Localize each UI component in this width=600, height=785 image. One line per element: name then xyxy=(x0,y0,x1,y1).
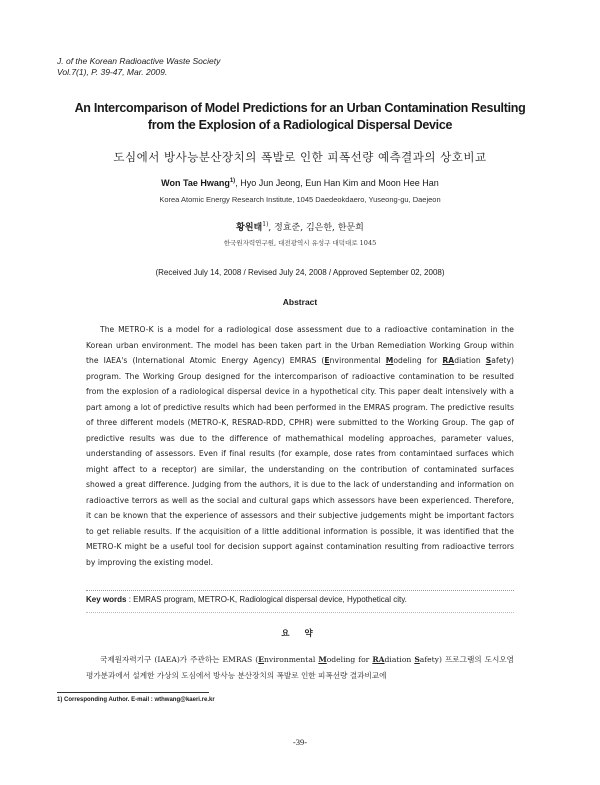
footnote-rule xyxy=(57,692,209,693)
korean-acronym-e: E xyxy=(258,655,265,664)
korean-co-authors: , 정효준, 김은한, 한문희 xyxy=(268,223,364,233)
keywords-text: EMRAS program, METRO-K, Radiological dispersal device, Hypothetical city. xyxy=(133,595,407,604)
abstract-text-odeling: odeling for xyxy=(393,356,443,365)
korean-corresponding-author: 황원태 xyxy=(236,223,263,233)
footnote-corresponding-author: 1) Corresponding Author. E-mail : wthwang@kaeri.re.kr xyxy=(57,697,215,703)
abstract-acronym-e: E xyxy=(324,356,330,365)
abstract-acronym-ra: RA xyxy=(442,356,455,365)
affiliation: Korea Atomic Energy Research Institute, 1045 Daedeokdaero, Yuseong-gu, Daejeon xyxy=(159,195,441,204)
korean-abstract-body xyxy=(86,652,514,684)
korean-acronym-ra: RA xyxy=(372,655,385,664)
journal-volume: Vol.7(1), P. 39-47, Mar. 2009. xyxy=(57,67,168,77)
keywords-top-rule xyxy=(86,590,514,591)
abstract-text-nvironmental: nvironmental xyxy=(329,356,386,365)
korean-abstract-part2: afety) 프로그램의 도시오염 평가분과에서 설계한 가상의 도심에서 방사능 분산장치의 폭발로 인한 피폭선량 결과비교에 xyxy=(86,655,514,680)
keywords-label: Key words xyxy=(86,595,127,604)
korean-affiliation: 한국원자력연구원, 대전광역시 유성구 대덕대로 1045 xyxy=(223,239,377,247)
received-dates: (Received July 14, 2008 / Revised July 24, 2008 / Approved September 02, 2008) xyxy=(155,268,445,277)
korean-text-odeling: odeling for xyxy=(326,655,373,664)
korean-abstract-part1: 국제원자력기구 (IAEA)가 주관하는 EMRAS ( xyxy=(100,655,259,664)
author-superscript: 1) xyxy=(229,178,236,184)
korean-acronym-m: M xyxy=(318,655,327,664)
korean-acronym-s: S xyxy=(414,655,420,664)
co-authors: , Hyo Jun Jeong, Eun Han Kim and Moon Hee Han xyxy=(235,178,439,188)
corresponding-author: Won Tae Hwang xyxy=(161,178,230,188)
korean-title: 도심에서 방사능분산장치의 폭발로 인한 피폭선량 예측결과의 상호비교 xyxy=(113,150,487,164)
journal-name: J. of the Korean Radioactive Waste Society xyxy=(57,56,221,66)
abstract-acronym-s: S xyxy=(485,356,492,365)
journal-citation xyxy=(57,56,220,78)
korean-author-superscript: 1) xyxy=(262,221,269,228)
abstract-acronym-m: M xyxy=(385,356,394,365)
abstract-heading: Abstract xyxy=(282,297,318,307)
korean-text-diation: diation xyxy=(384,655,415,664)
paper-title-line1: An Intercomparison of Model Predictions for an Urban Contamination Resulting xyxy=(74,101,526,115)
keywords-separator: : xyxy=(126,595,134,604)
keywords-bottom-rule xyxy=(86,612,514,613)
abstract-text-part2: afety) program. The Working Group designed for the intercomparison of radioactive contamination to be resulted from the explosion of a radiological dispersal device in a hypothetical city. This paper dealt intensively with a part among a lot of predictive results which had been performed in the EMRAS program. The predictive results of three different models (METRO-K, RESRAD-RDD, CPHR) were submitted to the Working Group. The gap of predictive results was due to the difference of mathemathical modeling approaches, parameter values, understanding of assessors. Even if final results (for example, dose rates from contamintaed surfaces which might affect to a receptor) are similar, the understanding on the contribution of contaminated surfaces showed a great difference. Judging from the authors, it is due to the lack of understanding and information on radioactive terrors as well as the social and cultural gaps which assessors have been experienced. Therefore, it can be known that the experience of assessors and their subjective judgements might be important factors to get reliable results. If the acquisition of a little additional information is possible, it was identified that the METRO-K might be a useful tool for decision support against contamination resulting from radioactive terrors by improving the existing model. xyxy=(86,356,514,567)
author-list xyxy=(40,178,560,188)
keywords xyxy=(86,595,514,604)
korean-author-list xyxy=(40,220,560,233)
page-number: -39- xyxy=(292,737,308,747)
abstract-text-part1: The METRO-K is a model for a radiological dose assessment due to a radioactive contamination in the Korean urban environment. The model has been taken part in the Urban Remediation Working Group within the IAEA's (International Atomic Energy Agency) EMRAS ( xyxy=(86,325,514,365)
paper-title-line2: from the Explosion of a Radiological Dispersal Device xyxy=(147,118,453,132)
korean-abstract-heading: 요 약 xyxy=(281,629,319,639)
korean-text-nvironmental: nvironmental xyxy=(264,655,319,664)
abstract-body xyxy=(86,322,514,570)
abstract-text-diation: diation xyxy=(454,356,486,365)
paper-title xyxy=(40,100,560,134)
